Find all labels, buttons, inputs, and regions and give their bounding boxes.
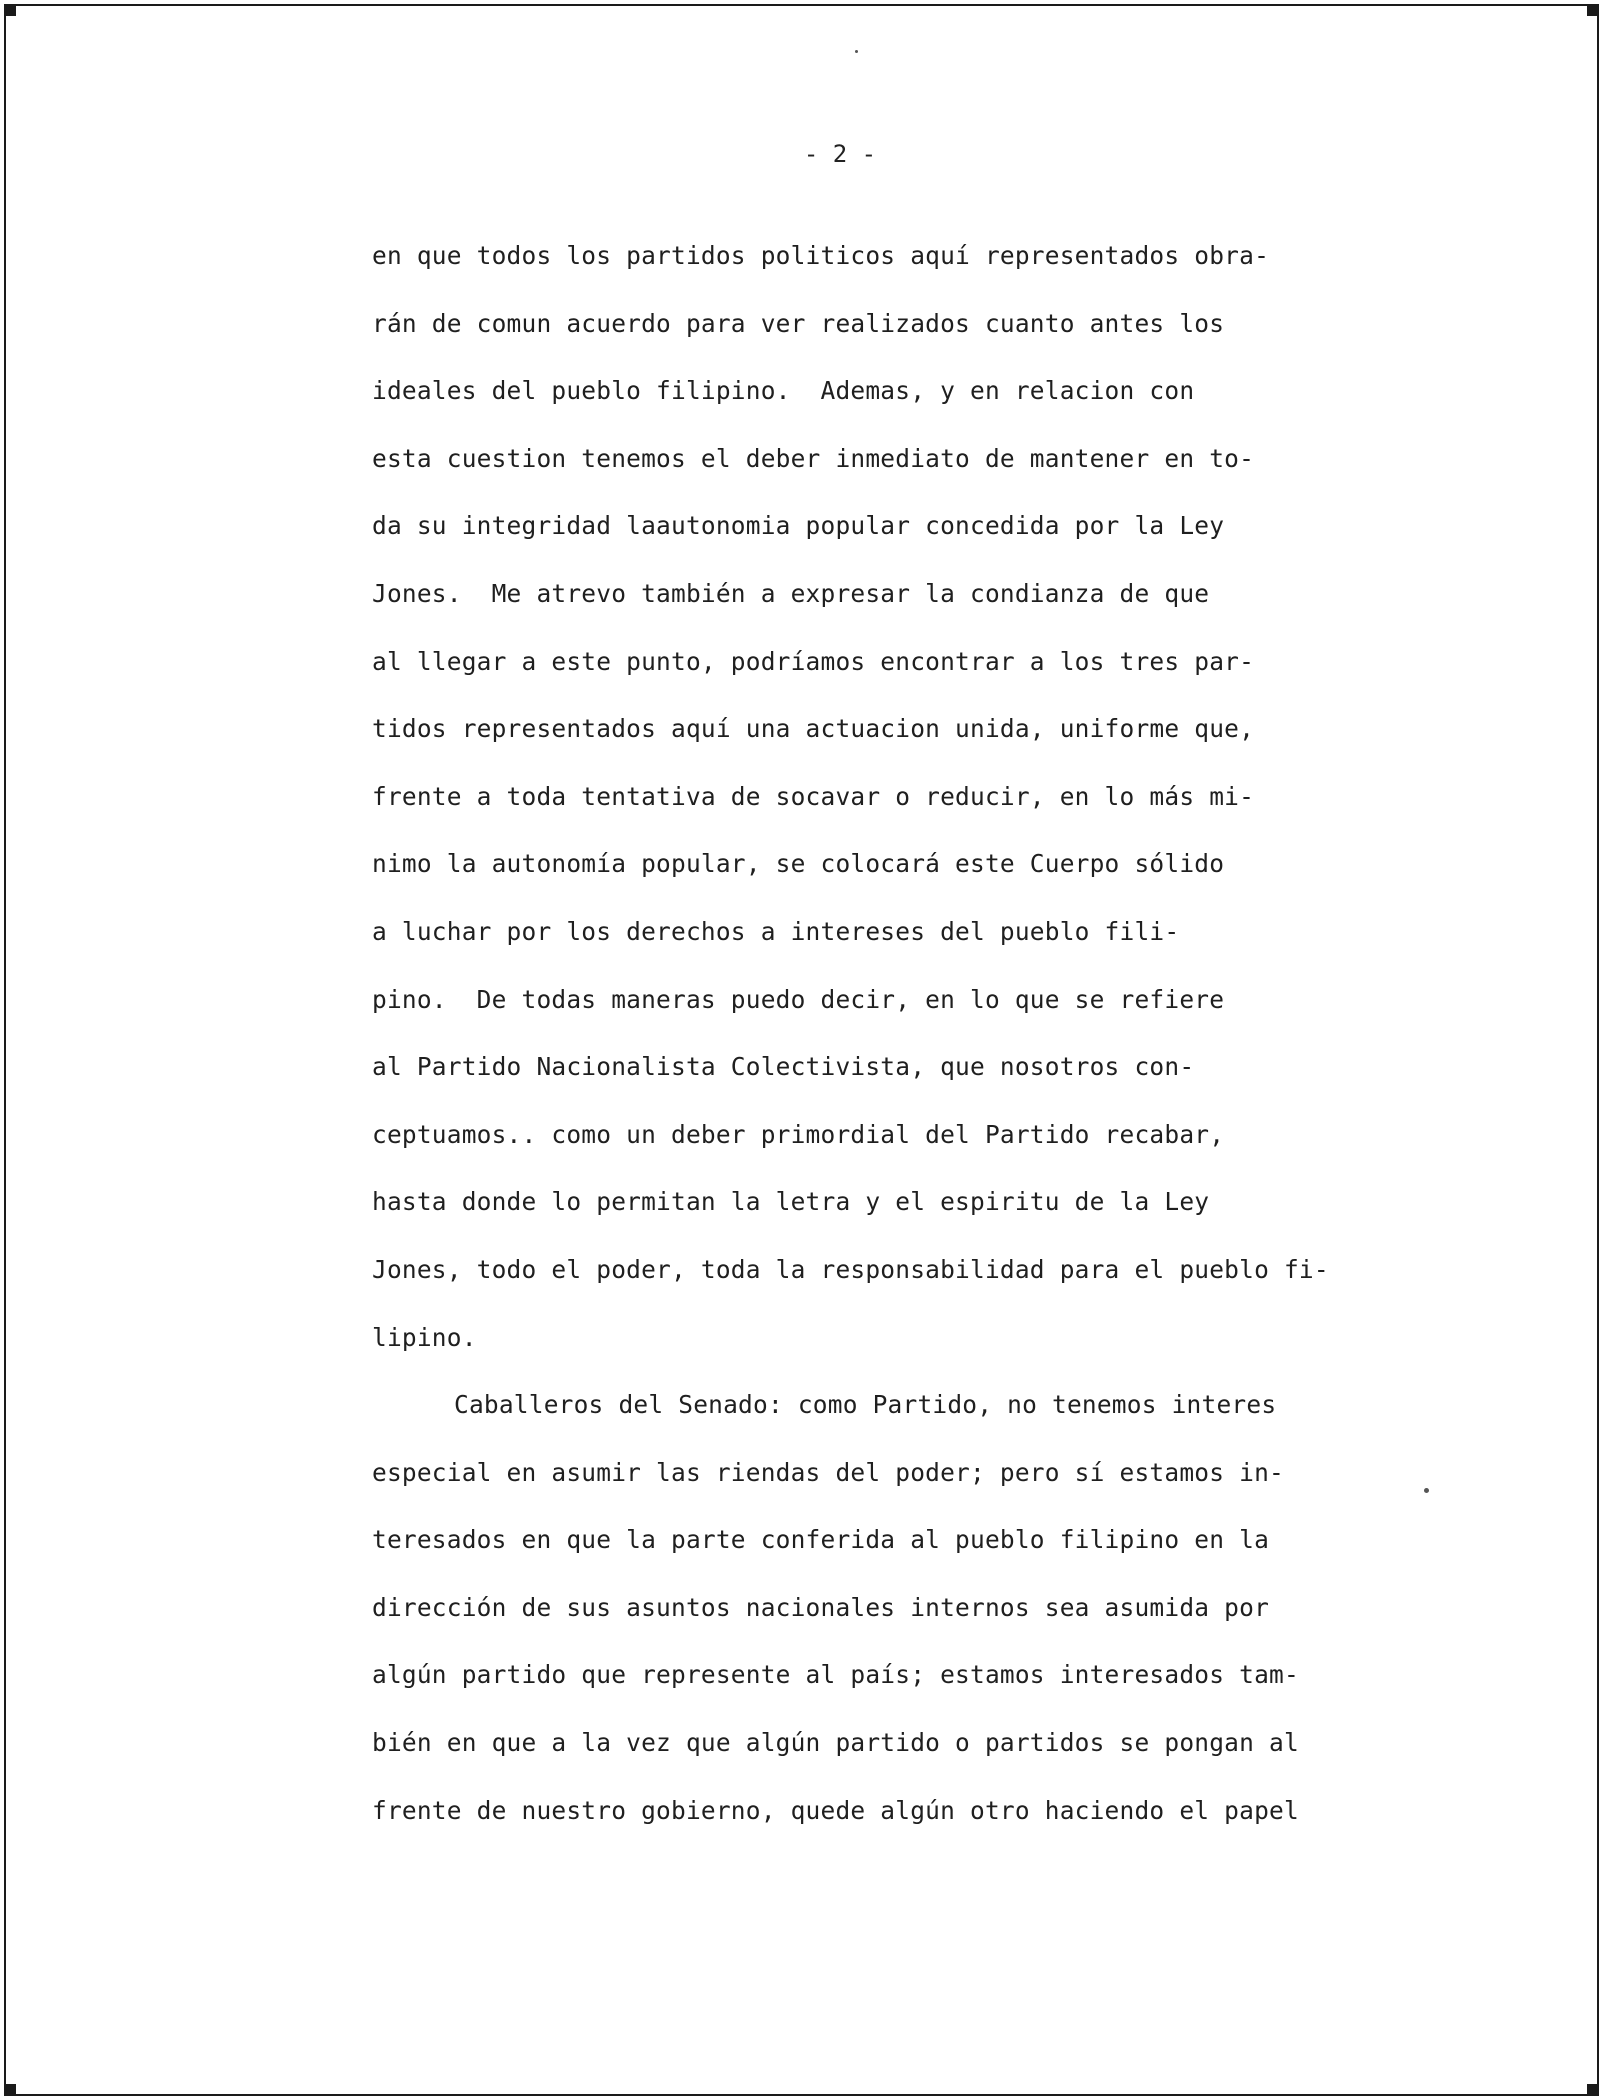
paper-speck <box>855 50 858 53</box>
text-line: lipino. <box>372 1322 477 1352</box>
text-line: bién en que a la vez que algún partido o partidos se pongan al <box>372 1728 1299 1758</box>
page-number: - 2 - <box>803 140 877 168</box>
text-line: pino. De todas maneras puedo decir, en lo que se refiere <box>372 984 1225 1014</box>
text-line: especial en asumir las riendas del poder; pero sí estamos in- <box>372 1457 1284 1487</box>
text-line: ideales del pueblo filipino. Ademas, y en relacion con <box>372 376 1195 406</box>
text-line: en que todos los partidos politicos aquí representados obra- <box>372 241 1270 270</box>
page-corner-mark <box>6 2084 16 2094</box>
text-line: al Partido Nacionalista Colectivista, que nosotros con- <box>372 1052 1195 1082</box>
text-line: teresados en que la parte conferida al pueblo filipino en la <box>372 1525 1270 1555</box>
text-line: da su integridad laautonomia popular concedida por la Ley <box>372 511 1225 541</box>
text-line: algún partido que represente al país; estamos interesados tam- <box>372 1660 1299 1690</box>
text-line: hasta donde lo permitan la letra y el espiritu de la Ley <box>372 1187 1210 1217</box>
page-corner-mark <box>6 6 16 16</box>
document-body <box>372 236 1432 1858</box>
text-line: al llegar a este punto, podríamos encontrar a los tres par- <box>372 646 1255 676</box>
paragraph <box>372 236 1432 1385</box>
text-line: Caballeros del Senado: como Partido, no tenemos interes <box>454 1390 1277 1420</box>
text-line: tidos representados aquí una actuacion unida, uniforme que, <box>372 714 1255 744</box>
text-line: Jones, todo el poder, toda la responsabilidad para el pueblo fi- <box>372 1254 1329 1284</box>
page-corner-mark <box>1587 2084 1597 2094</box>
text-line: Jones. Me atrevo también a expresar la condianza de que <box>372 578 1210 608</box>
paragraph <box>372 1385 1432 1858</box>
text-line: dirección de sus asuntos nacionales internos sea asumida por <box>372 1592 1270 1622</box>
text-line: ceptuamos.. como un deber primordial del Partido recabar, <box>372 1119 1225 1149</box>
text-line: rán de comun acuerdo para ver realizados cuanto antes los <box>372 308 1225 338</box>
text-line: esta cuestion tenemos el deber inmediato de mantener en to- <box>372 443 1255 473</box>
page-corner-mark <box>1587 6 1597 16</box>
text-line: frente de nuestro gobierno, quede algún otro haciendo el papel <box>372 1795 1299 1825</box>
text-line: nimo la autonomía popular, se colocará este Cuerpo sólido <box>372 849 1225 879</box>
text-line: a luchar por los derechos a intereses del pueblo fili- <box>372 916 1180 946</box>
text-line: frente a toda tentativa de socavar o reducir, en lo más mi- <box>372 781 1255 811</box>
